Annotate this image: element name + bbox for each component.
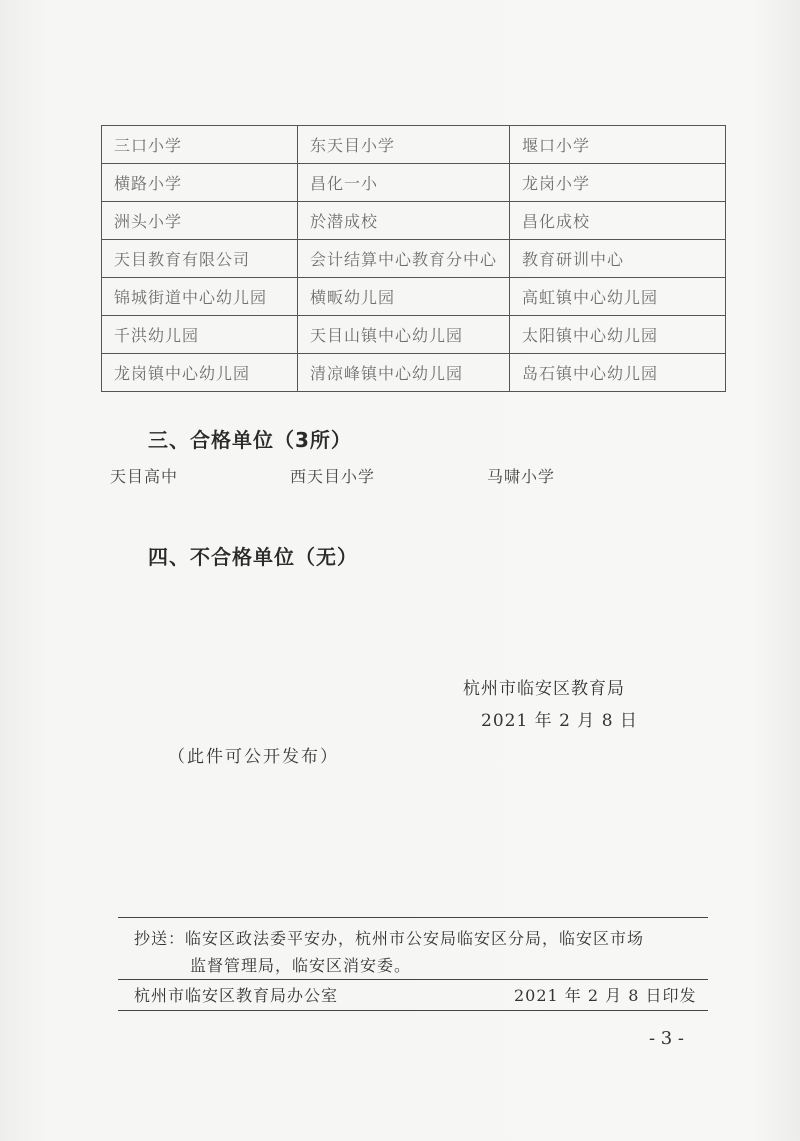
office-name: 杭州市临安区教育局办公室 <box>134 986 339 1005</box>
table-cell: 教育研训中心 <box>510 240 726 278</box>
table-cell: 东天目小学 <box>298 126 510 164</box>
table-cell: 昌化一小 <box>298 164 510 202</box>
table-row <box>102 164 726 202</box>
table-cell: 昌化成校 <box>510 202 726 240</box>
table-cell: 高虹镇中心幼儿园 <box>510 278 726 316</box>
page-number: - 3 - <box>648 1028 684 1049</box>
table-cell: 岛石镇中心幼儿园 <box>510 354 726 392</box>
section-4-heading: 四、不合格单位（无） <box>148 545 358 569</box>
table-row <box>102 316 726 354</box>
table-cell: 堰口小学 <box>510 126 726 164</box>
table-row <box>102 278 726 316</box>
table-cell: 天目教育有限公司 <box>102 240 298 278</box>
table-cell: 锦城街道中心幼儿园 <box>102 278 298 316</box>
qualified-unit: 西天目小学 <box>290 467 376 486</box>
cc-line: 抄送：临安区政法委平安办，杭州市公安局临安区分局，临安区市场 <box>134 929 645 948</box>
table-cell: 清凉峰镇中心幼儿园 <box>298 354 510 392</box>
table-cell: 会计结算中心教育分中心 <box>298 240 510 278</box>
footer-top-rule <box>118 917 708 918</box>
table-cell: 横畈幼儿园 <box>298 278 510 316</box>
table-row <box>102 354 726 392</box>
table-cell: 於潜成校 <box>298 202 510 240</box>
table-cell: 洲头小学 <box>102 202 298 240</box>
table-row <box>102 202 726 240</box>
qualified-unit: 天目高中 <box>110 467 179 486</box>
print-date: 2021 年 2 月 8 日印发 <box>514 986 697 1005</box>
table-cell: 千洪幼儿园 <box>102 316 298 354</box>
table-cell: 横路小学 <box>102 164 298 202</box>
issue-date: 2021 年 2 月 8 日 <box>481 711 638 731</box>
footer-bottom-rule <box>118 1010 708 1011</box>
table-cell: 太阳镇中心幼儿园 <box>510 316 726 354</box>
table-row <box>102 126 726 164</box>
cc-line-continued: 监督管理局，临安区消安委。 <box>190 956 412 975</box>
table-cell: 天目山镇中心幼儿园 <box>298 316 510 354</box>
units-table <box>101 125 726 392</box>
table-cell: 三口小学 <box>102 126 298 164</box>
publication-note: （此件可公开发布） <box>168 747 339 767</box>
issuing-org: 杭州市临安区教育局 <box>463 679 625 699</box>
section-3-heading: 三、合格单位（3所） <box>148 428 352 452</box>
footer-middle-rule <box>118 979 708 980</box>
table-cell: 龙岗镇中心幼儿园 <box>102 354 298 392</box>
table-row <box>102 240 726 278</box>
qualified-unit: 马啸小学 <box>487 467 556 486</box>
table-cell: 龙岗小学 <box>510 164 726 202</box>
